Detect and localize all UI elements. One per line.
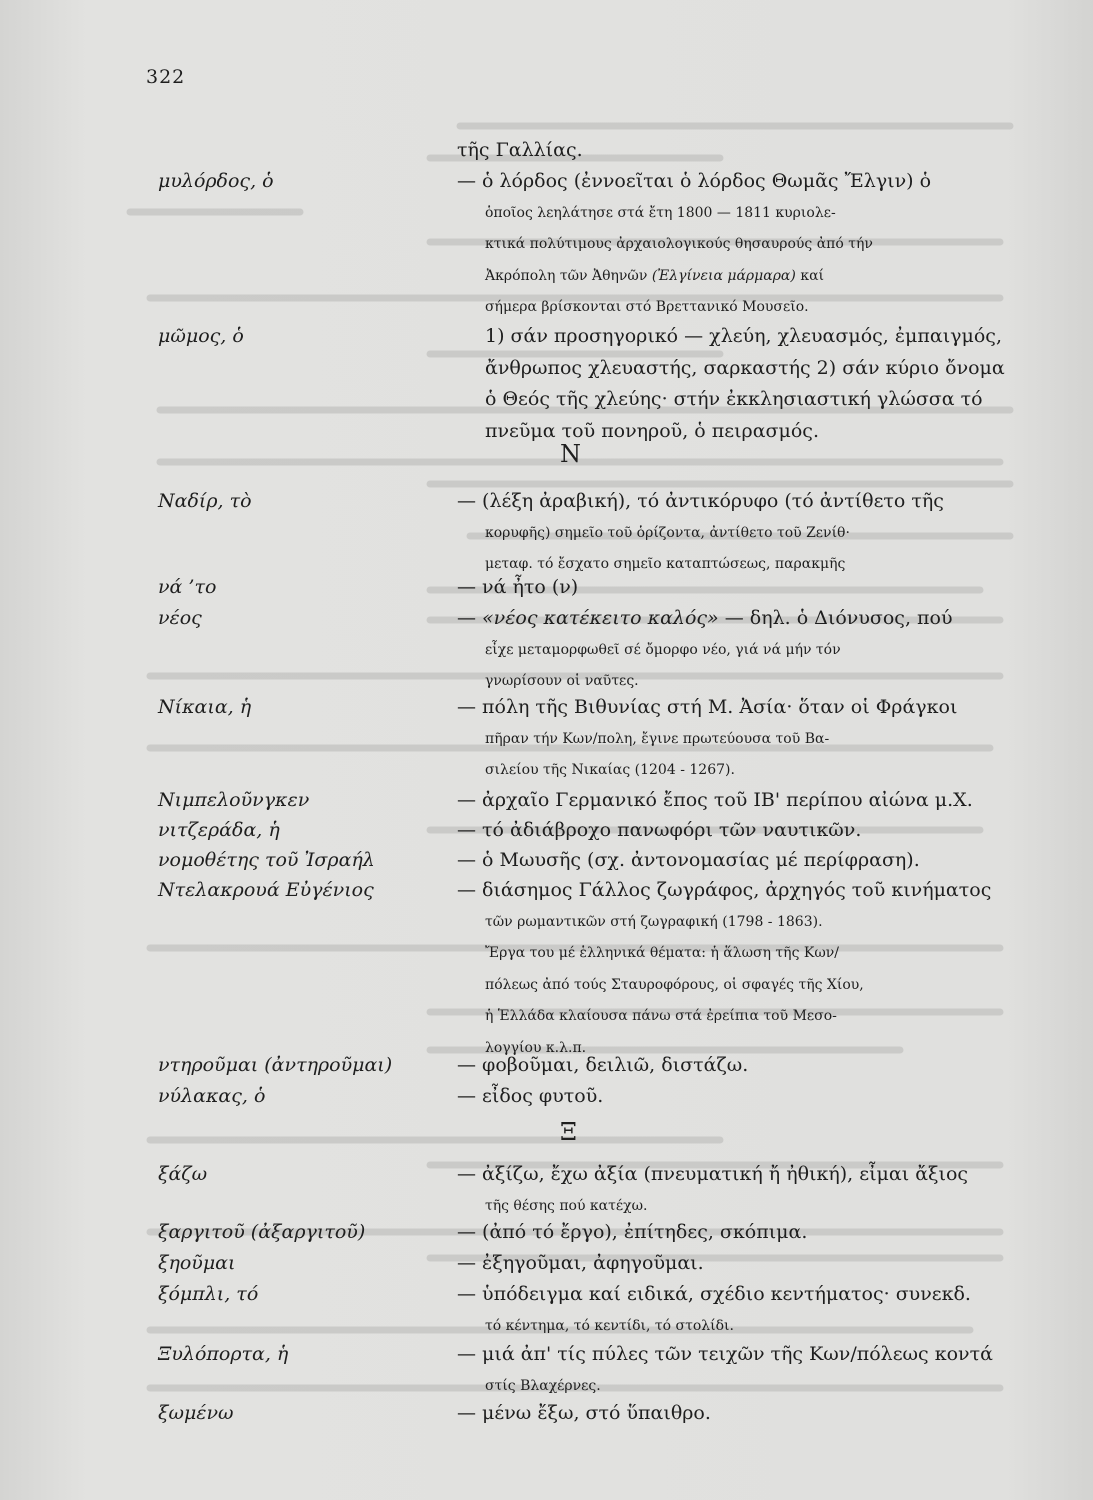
entry-definition (457, 1248, 1022, 1280)
entry-headword: Ντελακρουά Εὐγένιος (158, 879, 374, 901)
entry-headword: ντηροῦμαι (ἀντηροῦμαι) (158, 1054, 393, 1076)
entry-headword: ξαργιτοῦ (ἀξαργιτοῦ) (158, 1221, 366, 1243)
entry-headword: ξόμπλι, τό (158, 1283, 259, 1305)
entry-definition (457, 692, 1022, 787)
definition-line: γνωρίσουν οἱ ναῦτες. (485, 673, 639, 689)
entry-definition (457, 572, 1022, 604)
definition-line: — ἀρχαῖο Γερμανικό ἔπος τοῦ ΙΒ' περίπου αἰώνα μ.Χ. (457, 789, 973, 811)
definition-emphasis: «νέος κατέκειτο καλός» (482, 607, 719, 629)
entry-definition (457, 603, 1022, 698)
entry-headword: νιτζεράδα, ἡ (158, 819, 280, 841)
entry-headword: ξάζω (158, 1163, 208, 1185)
entry-definition (457, 875, 1022, 1064)
definition-line: μεταφ. τό ἔσχατο σημεῖο καταπτώσεως, παρακμῆς (485, 556, 846, 572)
entry-headword: νομοθέτης τοῦ Ἰσραήλ (158, 849, 375, 871)
definition-line: — πόλη τῆς Βιθυνίας στή Μ. Ἀσία· ὅταν οἱ Φράγκοι (457, 696, 958, 718)
definition-line: — νά ἦτο (ν) (457, 576, 579, 598)
definition-line: — μιά ἀπ' τίς πύλες τῶν τειχῶν τῆς Κων/πόλεως κοντά (457, 1343, 993, 1365)
entry-definition (457, 1279, 1022, 1342)
entry-definition (457, 1217, 1022, 1249)
definition-line: — ὑπόδειγμα καί ειδικά, σχέδιο κεντήματος· συνεκδ. (457, 1283, 971, 1305)
definition-line: — (ἀπό τό ἔργο), ἐπίτηδες, σκόπιμα. (457, 1221, 808, 1243)
entry-headword: μῶμος, ὁ (158, 325, 244, 347)
definition-line: — εἶδος φυτοῦ. (457, 1085, 604, 1107)
definition-line (457, 261, 1022, 293)
definition-fragment: — (457, 607, 476, 629)
definition-line (457, 603, 1022, 635)
entry-definition (457, 815, 1022, 847)
entry-headword: Νίκαια, ἡ (158, 696, 252, 718)
definition-line: λογγίου κ.λ.π. (485, 1039, 587, 1056)
definition-line: τῶν ρωμαντικῶν στή ζωγραφική (1798 - 1863). (485, 913, 823, 930)
entry-definition (457, 1398, 1022, 1430)
definition-line: κτικά πολύτιμους ἀρχαιολογικούς θησαυρούς ἀπό τήν (485, 236, 873, 252)
entry-definition (457, 845, 1022, 877)
definition-line: πόλεως ἀπό τούς Σταυροφόρους, οἱ σφαγές τῆς Χίου, (485, 976, 864, 993)
definition-line: πνεῦμα τοῦ πονηροῦ, ὁ πειρασμός. (485, 419, 819, 442)
entry-definition (457, 486, 1022, 581)
definition-fragment: καί (800, 267, 825, 284)
definition-line: πῆραν τήν Κων/πολη, ἔγινε πρωτεύουσα τοῦ Βα- (485, 730, 830, 747)
definition-line: τό κέντημα, τό κεντίδι, τό στολίδι. (485, 1317, 734, 1334)
entry-headword: νέος (158, 607, 202, 629)
definition-line: — (λέξη ἀραβική), τό ἀντικόρυφο (τό ἀντίθετο τῆς (457, 490, 944, 512)
definition-line: — διάσημος Γάλλος ζωγράφος, ἀρχηγός τοῦ κινήματος (457, 879, 992, 901)
definition-line: κορυφῆς) σημεῖο τοῦ ὁρίζοντα, ἀντίθετο τοῦ Ζενίθ· (485, 524, 850, 541)
entry-headword: Νιμπελοῦνγκεν (158, 789, 310, 811)
section-letter-xi: Ξ (560, 1118, 577, 1146)
entry-headword: νύλακας, ὁ (158, 1085, 266, 1107)
entry-definition (457, 1050, 1022, 1082)
continuation-text: τῆς Γαλλίας. (457, 139, 583, 161)
definition-line: — τό ἀδιάβροχο πανωφόρι τῶν ναυτικῶν. (457, 819, 862, 841)
top-continuation (457, 135, 1022, 167)
definition-line: ἡ Ἑλλάδα κλαίουσα πάνω στά ἐρείπια τοῦ Μεσο- (485, 1008, 837, 1024)
entry-headword: ξηοῦμαι (158, 1252, 236, 1274)
definition-line: σιλείου τῆς Νικαίας (1204 - 1267). (485, 762, 735, 778)
definition-line: — ἀξίζω, ἔχω ἀξία (πνευματική ἤ ἠθική), εἶμαι ἄξιος (457, 1163, 969, 1185)
definition-fragment: — δηλ. ὁ Διόνυσος, πού (724, 607, 953, 629)
entry-headword: Ναδίρ, τὸ (158, 490, 252, 512)
definition-line: εἶχε μεταμορφωθεῖ σέ ὄμορφο νέο, γιά νά μήν τόν (485, 641, 841, 658)
entry-definition (457, 785, 1022, 817)
definition-line: σήμερα βρίσκονται στό Βρεττανικό Μουσεῖο. (485, 299, 809, 315)
definition-line: ἄνθρωπος χλευαστής, σαρκαστής 2) σάν κύριο ὄνομα (485, 356, 1005, 379)
definition-line: Ἔργα του μέ ἑλληνικά θέματα: ἡ ἅλωση τῆς Κων/ (485, 945, 839, 961)
definition-line: — ὁ Μωυσῆς (σχ. ἀντονομασίας μέ περίφραση). (457, 849, 920, 871)
definition-fragment: Ἀκρόπολη τῶν Ἀθηνῶν (485, 267, 648, 284)
definition-line: — μένω ἔξω, στό ὕπαιθρο. (457, 1402, 711, 1424)
definition-line: ὁ Θεός τῆς χλεύης· στήν ἐκκλησιαστική γλώσσα τό (485, 388, 983, 410)
definition-emphasis: (Ἐλγίνεια μάρμαρα) (651, 267, 796, 284)
entry-headword: μυλόρδος, ὁ (158, 170, 274, 192)
entry-definition (485, 321, 1022, 447)
definition-line: — φοβοῦμαι, δειλιῶ, διστάζω. (457, 1054, 749, 1076)
definition-line: τῆς θέσης πού κατέχω. (485, 1197, 648, 1214)
entry-definition (457, 1339, 1022, 1402)
definition-line: 1) σάν προσηγορικό — χλεύη, χλευασμός, ἐμπαιγμός, (485, 325, 1002, 347)
entry-headword: νά ’το (158, 576, 217, 598)
definition-line: στίς Βλαχέρνες. (485, 1377, 601, 1394)
entry-definition (457, 1159, 1022, 1222)
definition-line: — ὁ λόρδος (ἐννοεῖται ὁ λόρδος Θωμᾶς Ἔλγιν) ὁ (457, 170, 932, 192)
page-number: 322 (146, 66, 186, 88)
entry-headword: ξωμένω (158, 1402, 234, 1424)
definition-line: — ἐξηγοῦμαι, ἀφηγοῦμαι. (457, 1252, 704, 1274)
section-letter-nu: Ν (560, 440, 581, 468)
entry-definition (457, 166, 1022, 324)
definition-line: ὁποῖος λεηλάτησε στά ἔτη 1800 — 1811 κυριολε- (485, 204, 836, 221)
entry-definition (457, 1081, 1022, 1113)
entry-headword: Ξυλόπορτα, ἡ (158, 1343, 289, 1365)
